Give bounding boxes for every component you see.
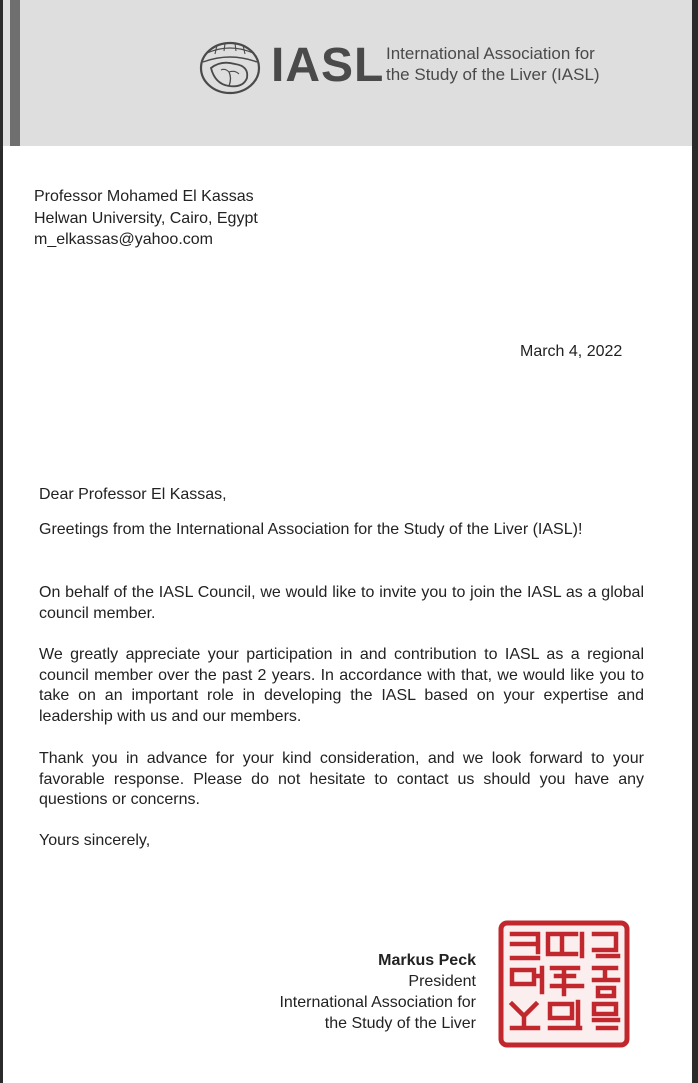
logo-name-line-2: the Study of the Liver (IASL) [386, 65, 600, 84]
salutation: Dear Professor El Kassas, [39, 486, 227, 503]
signatory-org-line-2: the Study of the Liver [324, 1015, 476, 1032]
letter-page [3, 0, 692, 1083]
closing: Yours sincerely, [39, 832, 151, 849]
paragraph-greeting: Greetings from the International Association for the Study of the Liver (IASL)! [39, 521, 583, 538]
signatory-name: Markus Peck [378, 952, 476, 969]
recipient-email: m_elkassas@yahoo.com [34, 231, 213, 248]
letter-date: March 4, 2022 [520, 343, 623, 360]
paragraph-appreciation: We greatly appreciate your participation in and contribution to IASL as a regional council member over the past 2 years. In accordance with that, we would like you to take on an important role in developing the IASL based on your expertise and leadership with us and our members. [39, 646, 644, 725]
recipient-affiliation: Helwan University, Cairo, Egypt [34, 209, 258, 227]
signatory-org-line-1: International Association for [279, 994, 476, 1011]
globe-liver-icon [199, 40, 261, 96]
signature-block [279, 950, 476, 1034]
header-edge-bar [10, 0, 20, 146]
official-seal-stamp [498, 920, 630, 1048]
paragraph-invitation: On behalf of the IASL Council, we would like to invite you to join the IASL as a global council member. [39, 584, 644, 622]
signatory-title: President [408, 973, 476, 990]
logo-name-line-1: International Association for [386, 44, 595, 63]
letterhead [3, 0, 692, 146]
recipient-name: Professor Mohamed El Kassas [34, 188, 254, 205]
logo-abbreviation: IASL [271, 39, 385, 92]
paragraph-thanks: Thank you in advance for your kind consideration, and we look forward to your favorable response. Please do not hesitate to contact us should you have any questions or concerns. [39, 750, 644, 808]
logo-organization-name [386, 43, 600, 85]
recipient-address [34, 186, 258, 251]
